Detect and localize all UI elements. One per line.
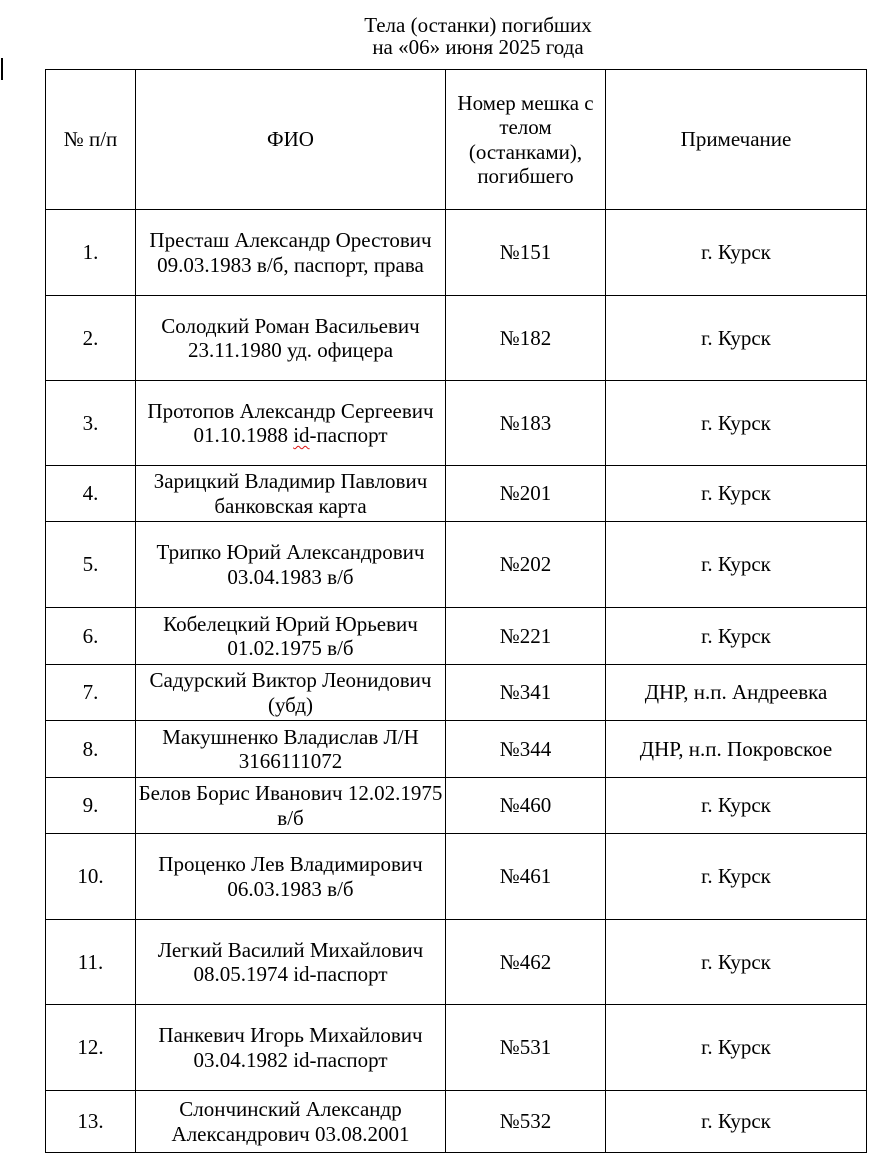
row-bag-number: №151 bbox=[446, 210, 606, 296]
row-number: 11. bbox=[46, 920, 136, 1005]
row-note: г. Курск bbox=[606, 210, 867, 296]
row-note: г. Курск bbox=[606, 778, 867, 834]
row-number: 3. bbox=[46, 381, 136, 466]
row-note: г. Курск bbox=[606, 381, 867, 466]
row-bag-number: №462 bbox=[446, 920, 606, 1005]
table-row bbox=[46, 210, 867, 296]
row-name: Садурский Виктор Леонидович (убд) bbox=[136, 665, 446, 721]
row-note: ДНР, н.п. Андреевка bbox=[606, 665, 867, 721]
casualties-table bbox=[45, 69, 867, 1153]
row-bag-number: №531 bbox=[446, 1005, 606, 1091]
row-bag-number: №532 bbox=[446, 1091, 606, 1153]
row-name: Белов Борис Иванович 12.02.1975 в/б bbox=[136, 778, 446, 834]
row-name: Макушненко Владислав Л/Н 3166111072 bbox=[136, 721, 446, 778]
table-row bbox=[46, 834, 867, 920]
row-bag-number: №341 bbox=[446, 665, 606, 721]
table-header-row bbox=[46, 70, 867, 210]
row-number: 13. bbox=[46, 1091, 136, 1153]
row-number: 6. bbox=[46, 608, 136, 665]
row-number: 12. bbox=[46, 1005, 136, 1091]
table-row bbox=[46, 522, 867, 608]
row-bag-number: №344 bbox=[446, 721, 606, 778]
table-row bbox=[46, 608, 867, 665]
title-line-2-text: на «06» июня 2025 года bbox=[372, 35, 584, 59]
table-row bbox=[46, 466, 867, 522]
row-bag-number: №221 bbox=[446, 608, 606, 665]
row-number: 1. bbox=[46, 210, 136, 296]
table-row bbox=[46, 920, 867, 1005]
row-note: г. Курск bbox=[606, 466, 867, 522]
row-bag-number: №182 bbox=[446, 296, 606, 381]
table-row bbox=[46, 1091, 867, 1153]
row-note: г. Курск bbox=[606, 608, 867, 665]
header-note: Примечание bbox=[606, 70, 867, 210]
row-note: г. Курск bbox=[606, 296, 867, 381]
row-bag-number: №460 bbox=[446, 778, 606, 834]
row-bag-number: №183 bbox=[446, 381, 606, 466]
row-name: Кобелецкий Юрий Юрьевич 01.02.1975 в/б bbox=[136, 608, 446, 665]
row-name: Проценко Лев Владимирович 06.03.1983 в/б bbox=[136, 834, 446, 920]
row-number: 7. bbox=[46, 665, 136, 721]
spellcheck-flagged-word: id bbox=[293, 423, 310, 447]
table-row bbox=[46, 778, 867, 834]
row-note: ДНР, н.п. Покровское bbox=[606, 721, 867, 778]
row-name-part: -паспорт bbox=[309, 423, 388, 447]
row-bag-number: №202 bbox=[446, 522, 606, 608]
row-number: 9. bbox=[46, 778, 136, 834]
row-number: 4. bbox=[46, 466, 136, 522]
row-note: г. Курск bbox=[606, 1091, 867, 1153]
table-row bbox=[46, 296, 867, 381]
row-name: Слончинский Александр Александрович 03.08.2001 bbox=[136, 1091, 446, 1153]
row-bag-number: №201 bbox=[446, 466, 606, 522]
row-number: 10. bbox=[46, 834, 136, 920]
row-name: Панкевич Игорь Михайлович 03.04.1982 id-паспорт bbox=[136, 1005, 446, 1091]
row-name: Легкий Василий Михайлович 08.05.1974 id-паспорт bbox=[136, 920, 446, 1005]
header-name: ФИО bbox=[136, 70, 446, 210]
header-number: № п/п bbox=[46, 70, 136, 210]
text-cursor bbox=[1, 58, 3, 80]
row-note: г. Курск bbox=[606, 920, 867, 1005]
table-row bbox=[46, 381, 867, 466]
table-row bbox=[46, 721, 867, 778]
row-note: г. Курск bbox=[606, 834, 867, 920]
row-name: Престаш Александр Орестович 09.03.1983 в/б, паспорт, права bbox=[136, 210, 446, 296]
row-name: Зарицкий Владимир Павлович банковская карта bbox=[136, 466, 446, 522]
row-name: Солодкий Роман Васильевич 23.11.1980 уд. офицера bbox=[136, 296, 446, 381]
row-name-part: Протопов Александр Сергеевич 01.10.1988 bbox=[147, 398, 434, 447]
row-name: Трипко Юрий Александрович 03.04.1983 в/б bbox=[136, 522, 446, 608]
row-number: 5. bbox=[46, 522, 136, 608]
row-number: 8. bbox=[46, 721, 136, 778]
row-number: 2. bbox=[46, 296, 136, 381]
table-row bbox=[46, 665, 867, 721]
row-bag-number: №461 bbox=[446, 834, 606, 920]
title-line-1: Тела (останки) погибших bbox=[364, 13, 592, 37]
table-row bbox=[46, 1005, 867, 1091]
row-name bbox=[136, 381, 446, 466]
row-note: г. Курск bbox=[606, 522, 867, 608]
header-bag-number: Номер мешка с телом (останками), погибшего bbox=[446, 70, 606, 210]
row-note: г. Курск bbox=[606, 1005, 867, 1091]
